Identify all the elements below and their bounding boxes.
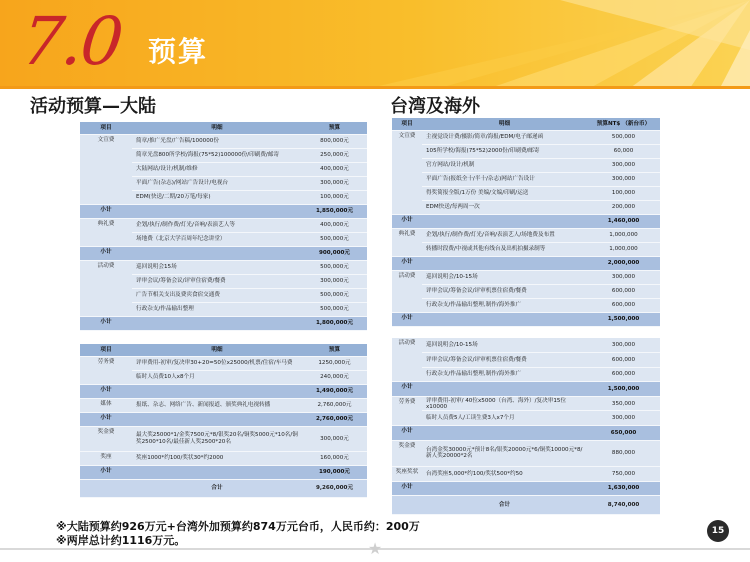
subtotal-row <box>80 316 367 330</box>
item-detail: 官方网站/设计/机制 <box>422 158 587 172</box>
subtotal-spacer <box>422 382 587 397</box>
subtotal-amount: 190,000元 <box>302 465 367 479</box>
total-amount: 9,260,000元 <box>302 479 367 497</box>
table-row <box>392 338 660 353</box>
subtotal-spacer <box>422 312 587 326</box>
table-row <box>392 172 660 186</box>
item-detail: 报纸、杂志、网络广告、新闻报道、颁奖典礼电视转播 <box>132 398 302 412</box>
subtotal-label: 小计 <box>392 214 422 228</box>
header-underline <box>0 86 750 89</box>
table-row <box>392 144 660 158</box>
item-amount: 1,000,000 <box>587 228 660 242</box>
item-amount: 300,000元 <box>302 176 367 190</box>
item-amount: 600,000 <box>587 367 660 382</box>
table-row <box>392 353 660 368</box>
subtotal-spacer <box>422 481 587 496</box>
budget-note-2: ※两岸总计约1116万元。 <box>56 534 186 547</box>
item-detail: 行政杂支/作品输出整理,制作/海外推广 <box>422 298 587 312</box>
category-label: 劳务费 <box>80 356 132 384</box>
subtotal-row <box>392 481 660 496</box>
item-detail: 场地费（北京大学百周年纪念讲堂） <box>132 232 302 246</box>
subtotal-amount: 2,000,000 <box>587 256 660 270</box>
taiwan-budget-table-2 <box>392 338 660 515</box>
item-detail: 简章/推广光盘/广告稿/100000份 <box>132 134 302 148</box>
subtotal-label: 小计 <box>80 316 132 330</box>
category-label: 文宣费 <box>80 134 132 204</box>
column-header-item: 项目 <box>80 344 132 356</box>
subtotal-row <box>392 312 660 326</box>
item-detail: 临时人员费10人x8个月 <box>132 370 302 384</box>
subtotal-amount: 1,850,000元 <box>302 204 367 218</box>
item-amount: 160,000元 <box>302 451 367 465</box>
item-amount: 300,000 <box>587 158 660 172</box>
table-row <box>392 466 660 481</box>
table-row <box>80 134 367 148</box>
table-row <box>392 270 660 284</box>
table-row <box>392 228 660 242</box>
item-amount: 60,000 <box>587 144 660 158</box>
mainland-title: 活动预算—大陆 <box>30 96 156 117</box>
subtotal-spacer <box>132 384 302 398</box>
item-detail: 简章光盘800所学校/海报(75*52)100000份/印刷费/邮寄 <box>132 148 302 162</box>
category-label: 媒体 <box>80 398 132 412</box>
subtotal-row <box>392 256 660 270</box>
item-detail: 评审费用-初审/ 40位x5000（台湾、海外）/复决审15位x10000 <box>422 396 587 411</box>
category-label: 活动费 <box>392 270 422 312</box>
item-detail: 最大奖25000*1/金奖7500元*8/银奖20名/铜奖5000元*10名/铜奖2500*10名/最佳新人奖2500*20名 <box>132 426 302 451</box>
item-amount: 240,000元 <box>302 370 367 384</box>
table-row <box>80 218 367 232</box>
item-amount: 250,000元 <box>302 148 367 162</box>
item-detail: 平面广告(报纸全十/半十/杂志)网站广告设计 <box>422 172 587 186</box>
table-row <box>392 298 660 312</box>
subtotal-amount: 1,490,000元 <box>302 384 367 398</box>
subtotal-label: 小计 <box>80 465 132 479</box>
total-label: 合计 <box>132 479 302 497</box>
table-row <box>80 260 367 274</box>
subtotal-row <box>392 382 660 397</box>
table-row <box>392 200 660 214</box>
item-detail: 评审费用-初审/复决审30+20=50位x25000/机票/住宿/车马费 <box>132 356 302 370</box>
table-row <box>392 186 660 200</box>
item-amount: 500,000元 <box>302 288 367 302</box>
budget-note-1: ※大陆预算约926万元+台湾外加预算约874万元台币，人民币约：200万 <box>56 520 420 533</box>
item-amount: 800,000元 <box>302 134 367 148</box>
subtotal-label: 小计 <box>392 426 422 441</box>
item-detail: 临时人员费5人/工读生费3人x7个月 <box>422 411 587 426</box>
table-row <box>392 411 660 426</box>
item-detail: 广告节相关支出及费宾食宿交通费 <box>132 288 302 302</box>
item-detail: 主视觉设计费/摄影/简章/海报/EDM/电子邮递函 <box>422 130 587 144</box>
category-label: 奖座 <box>80 451 132 465</box>
table-header-row <box>80 344 367 356</box>
item-amount: 100,000元 <box>302 190 367 204</box>
item-amount: 600,000 <box>587 298 660 312</box>
subtotal-label: 小计 <box>392 312 422 326</box>
subtotal-row <box>392 426 660 441</box>
taiwan-budget-table-1 <box>392 118 660 327</box>
table-row <box>80 451 367 465</box>
table-header-row <box>392 118 660 130</box>
subtotal-amount: 1,500,000 <box>587 312 660 326</box>
table-row <box>392 367 660 382</box>
table-row <box>392 396 660 411</box>
item-detail: 奖座1000*约100/奖状30*约2000 <box>132 451 302 465</box>
subtotal-row <box>80 384 367 398</box>
item-amount: 300,000 <box>587 338 660 353</box>
item-detail: 巡回说明会/10-15场 <box>422 270 587 284</box>
item-amount: 1,000,000 <box>587 242 660 256</box>
item-detail: 巡回说明会/10-15场 <box>422 338 587 353</box>
subtotal-amount: 2,760,000元 <box>302 412 367 426</box>
table-row <box>80 356 367 370</box>
subtotal-label: 小计 <box>80 204 132 218</box>
subtotal-label: 小计 <box>392 382 422 397</box>
item-detail: 转播时段费/中视或其他有线台及出机拍摄录制等 <box>422 242 587 256</box>
subtotal-label: 小计 <box>80 246 132 260</box>
total-row <box>80 479 367 497</box>
total-amount: 8,740,000 <box>587 496 660 515</box>
column-header-budget: 预算 <box>302 344 367 356</box>
category-label: 文宣费 <box>392 130 422 214</box>
item-amount: 200,000 <box>587 200 660 214</box>
table-header-row <box>80 122 367 134</box>
subtotal-row <box>80 204 367 218</box>
item-amount: 400,000元 <box>302 218 367 232</box>
item-detail: 行政杂支/作品输出整理 <box>132 302 302 316</box>
table-row <box>392 284 660 298</box>
column-header-budget: 预算NT$ （新台币） <box>587 118 660 130</box>
mainland-budget-table-2 <box>80 344 367 498</box>
item-detail: 行政杂支/作品输出整理,制作/海外推广 <box>422 367 587 382</box>
page-number: 15 <box>707 520 729 542</box>
item-amount: 300,000 <box>587 411 660 426</box>
subtotal-spacer <box>422 426 587 441</box>
category-label: 典礼费 <box>80 218 132 246</box>
total-row <box>392 496 660 515</box>
item-amount: 400,000元 <box>302 162 367 176</box>
subtotal-row <box>80 465 367 479</box>
item-detail: EDM(快送/二期/20万笔/每家) <box>132 190 302 204</box>
column-header-detail: 明细 <box>132 122 302 134</box>
item-amount: 300,000 <box>587 172 660 186</box>
subtotal-spacer <box>132 246 302 260</box>
table-row <box>80 398 367 412</box>
page-title: 预算 <box>148 35 209 68</box>
table-row <box>392 130 660 144</box>
subtotal-spacer <box>132 412 302 426</box>
total-label: 合计 <box>422 496 587 515</box>
total-spacer <box>392 496 422 515</box>
item-amount: 880,000 <box>587 440 660 466</box>
subtotal-label: 小计 <box>80 412 132 426</box>
item-amount: 300,000元 <box>302 426 367 451</box>
item-amount: 500,000元 <box>302 260 367 274</box>
category-label: 奖金费 <box>392 440 422 466</box>
item-amount: 600,000 <box>587 353 660 368</box>
item-amount: 500,000元 <box>302 302 367 316</box>
column-header-detail: 明细 <box>132 344 302 356</box>
subtotal-row <box>80 246 367 260</box>
item-amount: 2,760,000元 <box>302 398 367 412</box>
column-header-item: 项目 <box>80 122 132 134</box>
subtotal-spacer <box>132 316 302 330</box>
subtotal-label: 小计 <box>392 256 422 270</box>
star-icon: ★ <box>367 539 383 558</box>
category-label: 奖座奖状 <box>392 466 422 481</box>
table-row <box>392 158 660 172</box>
column-header-detail: 明细 <box>422 118 587 130</box>
subtotal-amount: 1,800,000元 <box>302 316 367 330</box>
subtotal-amount: 650,000 <box>587 426 660 441</box>
item-detail: 105所学校/海报(75*52)2000份/印刷费/邮寄 <box>422 144 587 158</box>
category-label: 活动费 <box>80 260 132 316</box>
category-label: 奖金费 <box>80 426 132 451</box>
item-amount: 500,000 <box>587 130 660 144</box>
table-row <box>392 242 660 256</box>
item-amount: 300,000 <box>587 270 660 284</box>
subtotal-spacer <box>132 204 302 218</box>
subtotal-spacer <box>132 465 302 479</box>
taiwan-title: 台湾及海外 <box>390 96 480 117</box>
column-header-item: 项目 <box>392 118 422 130</box>
subtotal-row <box>392 214 660 228</box>
item-detail: 台湾奖座5,000*约100/奖状500*约50 <box>422 466 587 481</box>
column-header-budget: 预算 <box>302 122 367 134</box>
item-amount: 750,000 <box>587 466 660 481</box>
subtotal-label: 小计 <box>80 384 132 398</box>
subtotal-amount: 1,630,000 <box>587 481 660 496</box>
item-amount: 100,000 <box>587 186 660 200</box>
item-amount: 1250,000元 <box>302 356 367 370</box>
item-detail: 大陆网站/设计/机制/维修 <box>132 162 302 176</box>
subtotal-amount: 900,000元 <box>302 246 367 260</box>
item-detail: 企划/执行/制作费/灯光/音响/表演艺人等 <box>132 218 302 232</box>
item-amount: 600,000 <box>587 284 660 298</box>
category-label: 劳务费 <box>392 396 422 425</box>
category-label: 活动费 <box>392 338 422 382</box>
subtotal-amount: 1,460,000 <box>587 214 660 228</box>
item-amount: 350,000 <box>587 396 660 411</box>
item-detail: 评审会议/筹备会议/评审住宿费/餐费 <box>132 274 302 288</box>
subtotal-spacer <box>422 214 587 228</box>
item-detail: 企划/执行/制作费/灯光/音响/表演艺人/场地费及布置 <box>422 228 587 242</box>
category-label: 典礼费 <box>392 228 422 256</box>
item-amount: 500,000元 <box>302 232 367 246</box>
subtotal-amount: 1,500,000 <box>587 382 660 397</box>
sunburst-decoration <box>330 0 750 88</box>
subtotal-row <box>80 412 367 426</box>
item-detail: 得奖简报全版/1万份 美编/文编/印刷/运送 <box>422 186 587 200</box>
subtotal-spacer <box>422 256 587 270</box>
item-detail: 台湾金奖30000元*预计8名/银奖20000元*6/铜奖10000元*8/新人奖20000*2名 <box>422 440 587 466</box>
item-amount: 300,000元 <box>302 274 367 288</box>
table-row <box>80 426 367 451</box>
mainland-budget-table-1 <box>80 122 367 331</box>
item-detail: 巡回说明会15场 <box>132 260 302 274</box>
subtotal-label: 小计 <box>392 481 422 496</box>
item-detail: 评审会议/筹备会议/评审机票住宿费/餐费 <box>422 284 587 298</box>
item-detail: 平面广告(杂志)/网站广告设计/电视台 <box>132 176 302 190</box>
item-detail: 评审会议/筹备会议/评审机票住宿费/餐费 <box>422 353 587 368</box>
section-number: 7.0 <box>18 3 126 80</box>
total-spacer <box>80 479 132 497</box>
item-detail: EDM快送/每两周一次 <box>422 200 587 214</box>
table-row <box>392 440 660 466</box>
